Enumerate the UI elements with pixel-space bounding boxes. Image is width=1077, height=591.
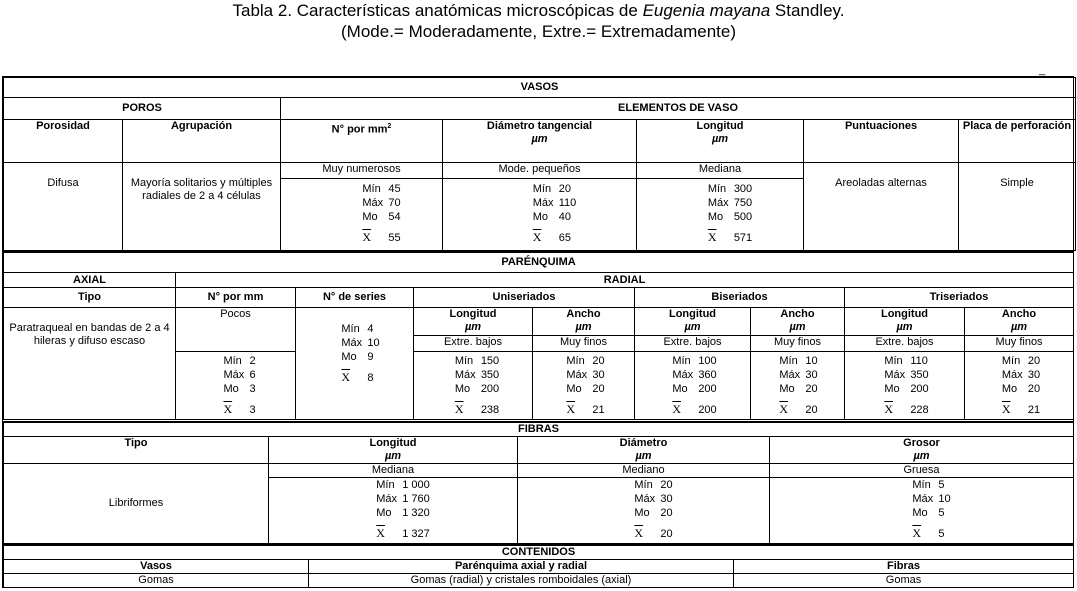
parenquima-tipo-value: Paratraqueal en bandas de 2 a 4 hileras y difuso escaso xyxy=(4,308,176,420)
vasos-header: VASOS xyxy=(4,78,1076,98)
bi-ancho-stats: Mín 10 Máx 30 Mo 20 $\overline{X}$ 20 xyxy=(751,352,845,420)
fibras-col-tipo: Tipo xyxy=(4,437,269,464)
contenidos-col-parenquima: Parénquima axial y radial xyxy=(309,560,734,574)
table-caption xyxy=(0,0,1077,42)
long-class: Mediana xyxy=(637,163,804,179)
diam-stats: Mín 20 Máx 110 Mo 40 $\overline{X}$ 65 xyxy=(443,179,637,251)
tri-longitud-header: Longitud µm xyxy=(845,308,965,336)
col-n-por-mm2: N° por $mm^2$ xyxy=(281,120,443,163)
nmm-stats: Mín 45 Máx 70 Mo 54 $\overline{X}$ 55 xyxy=(281,179,443,251)
fibras-diam-class: Mediano xyxy=(518,464,770,478)
contenidos-section xyxy=(2,544,1074,588)
tri-long-stats: Mín 110 Máx 350 Mo 200 $\overline{X}$ 228 xyxy=(845,352,965,420)
bi-ancho-header: Ancho µm xyxy=(751,308,845,336)
contenidos-parenquima-value: Gomas (radial) y cristales romboidales (axial) xyxy=(309,574,734,588)
radial-header: RADIAL xyxy=(176,273,1074,288)
parenquima-section xyxy=(2,251,1074,422)
par-nmm-stats: Mín 2 Máx 6 Mo 3 $\overline{X}$ 3 xyxy=(176,352,296,420)
col-longitud: Longitud µm xyxy=(637,120,804,163)
uni-ancho-class: Muy finos xyxy=(533,336,635,352)
col-puntuaciones: Puntuaciones xyxy=(804,120,959,163)
col-triseriados: Triseriados xyxy=(845,288,1074,308)
col-placa: Placa de perforación xyxy=(959,120,1076,163)
vasos-section xyxy=(2,76,1074,252)
uni-ancho-stats: Mín 20 Máx 30 Mo 20 $\overline{X}$ 21 xyxy=(533,352,635,420)
axial-header: AXIAL xyxy=(4,273,176,288)
uni-ancho-header: Ancho µm xyxy=(533,308,635,336)
col-porosidad: Porosidad xyxy=(4,120,123,163)
fibras-tipo-value: Libriformes xyxy=(4,464,269,544)
caption-line-2: (Mode.= Moderadamente, Extre.= Extremadamente) xyxy=(341,22,736,41)
agrupacion-value: Mayoría solitarios y múltiples radiales de 2 a 4 células xyxy=(123,163,281,251)
fibras-header: FIBRAS xyxy=(4,423,1074,437)
contenidos-fibras-value: Gomas xyxy=(734,574,1074,588)
fibras-col-longitud: Longitud µm xyxy=(269,437,518,464)
col-agrupacion: Agrupación xyxy=(123,120,281,163)
puntuaciones-value: Areoladas alternas xyxy=(804,163,959,251)
fibras-col-grosor: Grosor µm xyxy=(770,437,1074,464)
bi-long-class: Extre. bajos xyxy=(635,336,751,352)
col-tipo: Tipo xyxy=(4,288,176,308)
species-name: Eugenia mayana xyxy=(642,1,771,20)
contenidos-col-fibras: Fibras xyxy=(734,560,1074,574)
bi-long-stats: Mín 100 Máx 360 Mo 200 $\overline{X}$ 200 xyxy=(635,352,751,420)
poros-header: POROS xyxy=(4,98,281,120)
diam-class: Mode. pequeños xyxy=(443,163,637,179)
col-n-por-mm: N° por mm xyxy=(176,288,296,308)
fibras-long-class: Mediana xyxy=(269,464,518,478)
fibras-long-stats: Mín 1 000 Máx 1 760 Mo 1 320 $\overline{X}$ 1 327 xyxy=(269,478,518,544)
uni-long-class: Extre. bajos xyxy=(414,336,533,352)
stray-mark: _ xyxy=(1039,64,1046,76)
tri-long-class: Extre. bajos xyxy=(845,336,965,352)
caption-line-1: Tabla 2. Características anatómicas microscópicas de Eugenia mayana Standley. xyxy=(232,1,845,20)
fibras-grosor-stats: Mín 5 Máx 10 Mo 5 $\overline{X}$ 5 xyxy=(770,478,1074,544)
contenidos-header: CONTENIDOS xyxy=(4,546,1074,560)
par-nmm-class: Pocos xyxy=(176,308,296,352)
fibras-diam-stats: Mín 20 Máx 30 Mo 20 $\overline{X}$ 20 xyxy=(518,478,770,544)
placa-value: Simple xyxy=(959,163,1076,251)
col-diametro: Diámetro tangencial µm xyxy=(443,120,637,163)
parenquima-header: PARÉNQUIMA xyxy=(4,253,1074,273)
col-uniseriados: Uniseriados xyxy=(414,288,635,308)
long-stats: Mín 300 Máx 750 Mo 500 $\overline{X}$ 571 xyxy=(637,179,804,251)
nmm-class: Muy numerosos xyxy=(281,163,443,179)
tri-ancho-class: Muy finos xyxy=(965,336,1074,352)
tri-ancho-stats: Mín 20 Máx 30 Mo 20 $\overline{X}$ 21 xyxy=(965,352,1074,420)
contenidos-col-vasos: Vasos xyxy=(4,560,309,574)
fibras-col-diametro: Diámetro µm xyxy=(518,437,770,464)
fibras-grosor-class: Gruesa xyxy=(770,464,1074,478)
col-series: N° de series xyxy=(296,288,414,308)
col-biseriados: Biseriados xyxy=(635,288,845,308)
tri-ancho-header: Ancho µm xyxy=(965,308,1074,336)
uni-longitud-header: Longitud µm xyxy=(414,308,533,336)
elementos-header: ELEMENTOS DE VASO xyxy=(281,98,1076,120)
bi-ancho-class: Muy finos xyxy=(751,336,845,352)
fibras-section xyxy=(2,421,1074,545)
bi-longitud-header: Longitud µm xyxy=(635,308,751,336)
series-stats: Mín 4 Máx 10 Mo 9 $\overline{X}$ 8 xyxy=(296,308,414,420)
uni-long-stats: Mín 150 Máx 350 Mo 200 $\overline{X}$ 238 xyxy=(414,352,533,420)
contenidos-vasos-value: Gomas xyxy=(4,574,309,588)
porosidad-value: Difusa xyxy=(4,163,123,251)
